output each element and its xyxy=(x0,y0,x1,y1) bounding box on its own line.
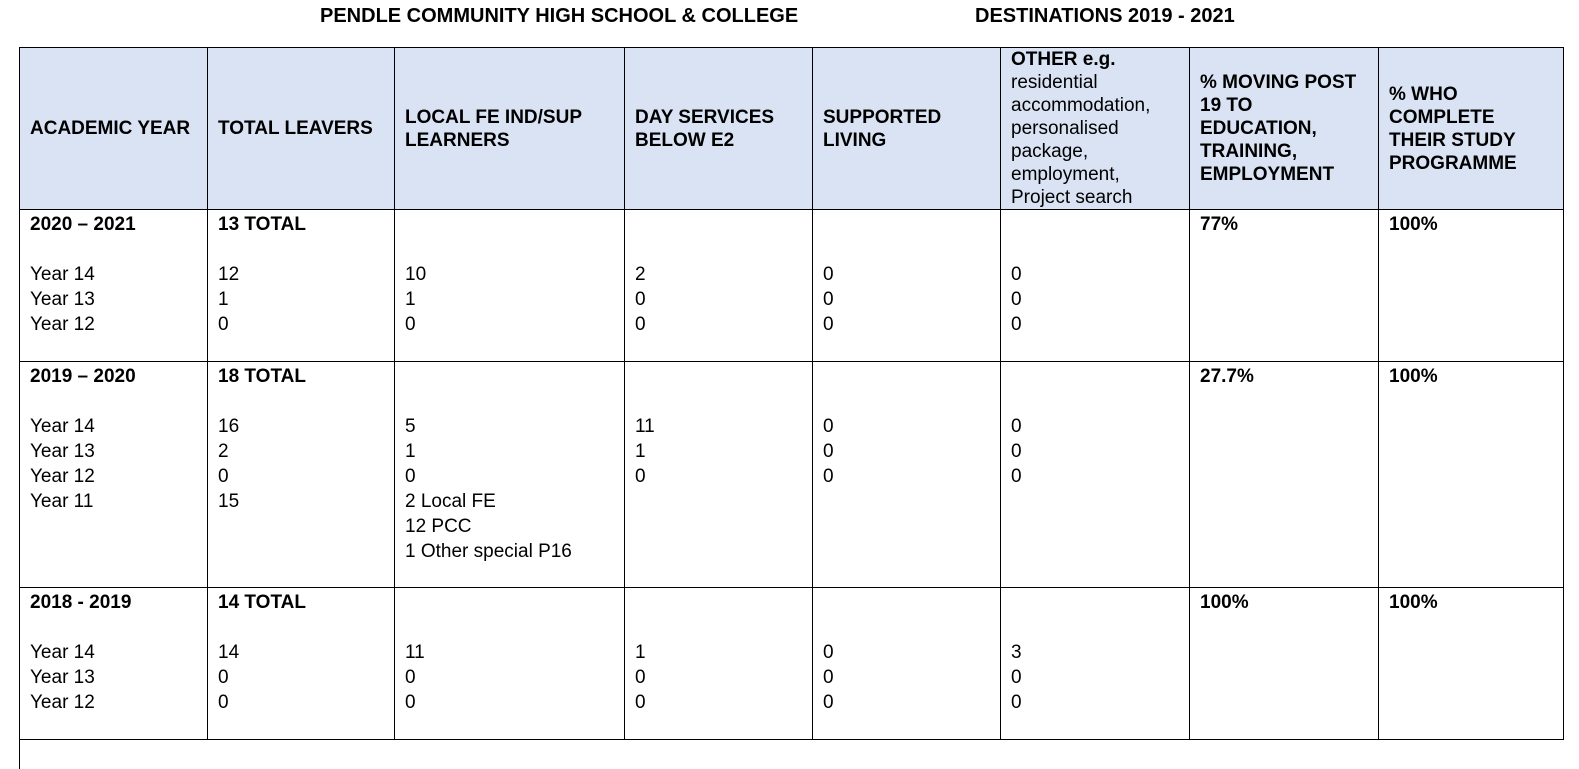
col-total-leavers: TOTAL LEAVERS xyxy=(208,48,395,210)
supported-living-cell xyxy=(813,588,1001,740)
local-fe-cell-value: 11 xyxy=(405,642,425,663)
section-row xyxy=(20,588,1564,740)
col-supported-living: SUPPORTED LIVING xyxy=(813,48,1001,210)
day-services-cell-heading xyxy=(635,364,802,414)
local-fe-cell-value: 0 xyxy=(405,466,416,487)
academic-year-cell-value: Year 13 xyxy=(30,667,95,688)
other-cell-value: 0 xyxy=(1011,667,1022,688)
local-fe-cell-heading xyxy=(405,590,614,640)
supported-living-cell-value: 0 xyxy=(823,314,834,335)
academic-year-cell-value: Year 11 xyxy=(30,491,94,512)
supported-living-cell-value: 0 xyxy=(823,692,834,713)
total-leavers-cell-value: 14 xyxy=(218,642,240,663)
col-local-fe: LOCAL FE IND/SUP LEARNERS xyxy=(395,48,625,210)
supported-living-cell-heading xyxy=(823,590,990,640)
academic-year-cell-value: Year 14 xyxy=(30,642,95,663)
day-services-cell-value: 2 xyxy=(635,264,646,285)
total-leavers-cell-value: 0 xyxy=(218,314,229,335)
total-leavers-cell xyxy=(208,362,395,588)
total-leavers-cell-value: 0 xyxy=(218,667,229,688)
local-fe-cell-value: 1 xyxy=(405,289,416,310)
col-other-description xyxy=(1011,71,1179,209)
section-row xyxy=(20,210,1564,362)
local-fe-cell-value: 1 xyxy=(405,441,416,462)
academic-year-cell-value: Year 14 xyxy=(30,416,95,437)
supported-living-cell xyxy=(813,210,1001,362)
local-fe-cell-heading xyxy=(405,212,614,262)
local-fe-cell-value: 1 Other special P16 xyxy=(405,541,572,562)
other-cell-heading xyxy=(1011,590,1179,640)
local-fe-cell xyxy=(395,210,625,362)
local-fe-cell-value: 5 xyxy=(405,416,416,437)
supported-living-cell-value: 0 xyxy=(823,441,834,462)
total-leavers-cell-value: 16 xyxy=(218,416,240,437)
col-other-description-line: Project search xyxy=(1011,187,1133,208)
local-fe-cell-heading xyxy=(405,364,614,414)
total-leavers-cell xyxy=(208,588,395,740)
other-cell xyxy=(1001,588,1190,740)
academic-year-cell-value: Year 12 xyxy=(30,314,95,335)
complete-study-cell-heading: 100% xyxy=(1389,366,1438,387)
day-services-cell-value: 0 xyxy=(635,692,646,713)
supported-living-cell-value: 0 xyxy=(823,289,834,310)
academic-year-cell xyxy=(20,210,208,362)
col-other-description-line: residential xyxy=(1011,72,1098,93)
day-services-cell-value: 1 xyxy=(635,642,646,663)
header-row xyxy=(20,48,1564,210)
complete-study-cell xyxy=(1379,588,1564,740)
other-cell xyxy=(1001,362,1190,588)
local-fe-cell xyxy=(395,588,625,740)
day-services-cell-value: 1 xyxy=(635,441,646,462)
total-leavers-cell xyxy=(208,210,395,362)
academic-year-cell-value: Year 12 xyxy=(30,692,95,713)
col-other-description-line: accommodation, xyxy=(1011,95,1151,116)
complete-study-cell-heading: 100% xyxy=(1389,214,1438,235)
total-leavers-cell-value: 15 xyxy=(218,491,240,512)
other-cell-value: 0 xyxy=(1011,416,1022,437)
moving-post19-cell-heading: 77% xyxy=(1200,214,1239,235)
academic-year-cell-value: Year 14 xyxy=(30,264,95,285)
moving-post19-cell xyxy=(1190,362,1379,588)
day-services-cell xyxy=(625,588,813,740)
academic-year-cell-value: Year 13 xyxy=(30,289,95,310)
destinations-table xyxy=(19,47,1564,740)
supported-living-cell-value: 0 xyxy=(823,264,834,285)
supported-living-cell-heading xyxy=(823,364,990,414)
local-fe-cell-value: 10 xyxy=(405,264,427,285)
moving-post19-cell-heading: 100% xyxy=(1200,592,1249,613)
supported-living-cell-value: 0 xyxy=(823,667,834,688)
academic-year-cell-value: Year 12 xyxy=(30,466,95,487)
section-row xyxy=(20,362,1564,588)
complete-study-cell xyxy=(1379,362,1564,588)
academic-year-cell xyxy=(20,588,208,740)
supported-living-cell-value: 0 xyxy=(823,466,834,487)
other-cell-value: 0 xyxy=(1011,314,1022,335)
col-complete-study: % WHO COMPLETE THEIR STUDY PROGRAMME xyxy=(1379,48,1564,210)
next-row-edge xyxy=(19,739,1564,769)
day-services-cell-value: 0 xyxy=(635,314,646,335)
academic-year-cell-heading: 2020 – 2021 xyxy=(30,214,136,235)
local-fe-cell-value: 2 Local FE xyxy=(405,491,496,512)
complete-study-cell xyxy=(1379,210,1564,362)
other-cell-value: 0 xyxy=(1011,692,1022,713)
moving-post19-cell-heading: 27.7% xyxy=(1200,366,1254,387)
academic-year-cell-heading: 2019 – 2020 xyxy=(30,366,136,387)
total-leavers-cell-value: 0 xyxy=(218,692,229,713)
local-fe-cell-value: 0 xyxy=(405,667,416,688)
supported-living-cell-value: 0 xyxy=(823,416,834,437)
local-fe-cell xyxy=(395,362,625,588)
total-leavers-cell-value: 1 xyxy=(218,289,229,310)
day-services-cell-heading xyxy=(635,590,802,640)
col-other-bold: OTHER e.g. xyxy=(1011,49,1116,70)
other-cell-value: 0 xyxy=(1011,441,1022,462)
school-title: PENDLE COMMUNITY HIGH SCHOOL & COLLEGE xyxy=(320,5,799,27)
day-services-cell-value: 11 xyxy=(635,416,655,437)
academic-year-cell-heading: 2018 - 2019 xyxy=(30,592,132,613)
day-services-cell-heading xyxy=(635,212,802,262)
total-leavers-cell-heading: 13 TOTAL xyxy=(218,214,306,235)
total-leavers-cell-value: 2 xyxy=(218,441,229,462)
other-cell-value: 0 xyxy=(1011,466,1022,487)
destinations-title: DESTINATIONS 2019 - 2021 xyxy=(975,5,1235,27)
total-leavers-cell-heading: 18 TOTAL xyxy=(218,366,306,387)
day-services-cell-value: 0 xyxy=(635,289,646,310)
complete-study-cell-heading: 100% xyxy=(1389,592,1438,613)
col-other-description-line: package, xyxy=(1011,141,1089,162)
other-cell xyxy=(1001,210,1190,362)
supported-living-cell-value: 0 xyxy=(823,642,834,663)
day-services-cell xyxy=(625,362,813,588)
academic-year-cell-value: Year 13 xyxy=(30,441,95,462)
total-leavers-cell-value: 12 xyxy=(218,264,240,285)
other-cell-heading xyxy=(1011,212,1179,262)
local-fe-cell-value: 0 xyxy=(405,692,416,713)
col-moving-post19: % MOVING POST 19 TO EDUCATION, TRAINING, EMPLOYMENT xyxy=(1190,48,1379,210)
local-fe-cell-value: 0 xyxy=(405,314,416,335)
other-cell-value: 0 xyxy=(1011,264,1022,285)
academic-year-cell xyxy=(20,362,208,588)
day-services-cell-value: 0 xyxy=(635,466,646,487)
col-academic-year: ACADEMIC YEAR xyxy=(20,48,208,210)
other-cell-value: 0 xyxy=(1011,289,1022,310)
col-day-services: DAY SERVICES BELOW E2 xyxy=(625,48,813,210)
supported-living-cell xyxy=(813,362,1001,588)
day-services-cell xyxy=(625,210,813,362)
moving-post19-cell xyxy=(1190,210,1379,362)
total-leavers-cell-value: 0 xyxy=(218,466,229,487)
total-leavers-cell-heading: 14 TOTAL xyxy=(218,592,306,613)
col-other xyxy=(1001,48,1190,210)
other-cell-heading xyxy=(1011,364,1179,414)
moving-post19-cell xyxy=(1190,588,1379,740)
other-cell-value: 3 xyxy=(1011,642,1022,663)
local-fe-cell-value: 12 PCC xyxy=(405,516,472,537)
day-services-cell-value: 0 xyxy=(635,667,646,688)
col-other-description-line: personalised xyxy=(1011,118,1119,139)
col-other-description-line: employment, xyxy=(1011,164,1120,185)
supported-living-cell-heading xyxy=(823,212,990,262)
